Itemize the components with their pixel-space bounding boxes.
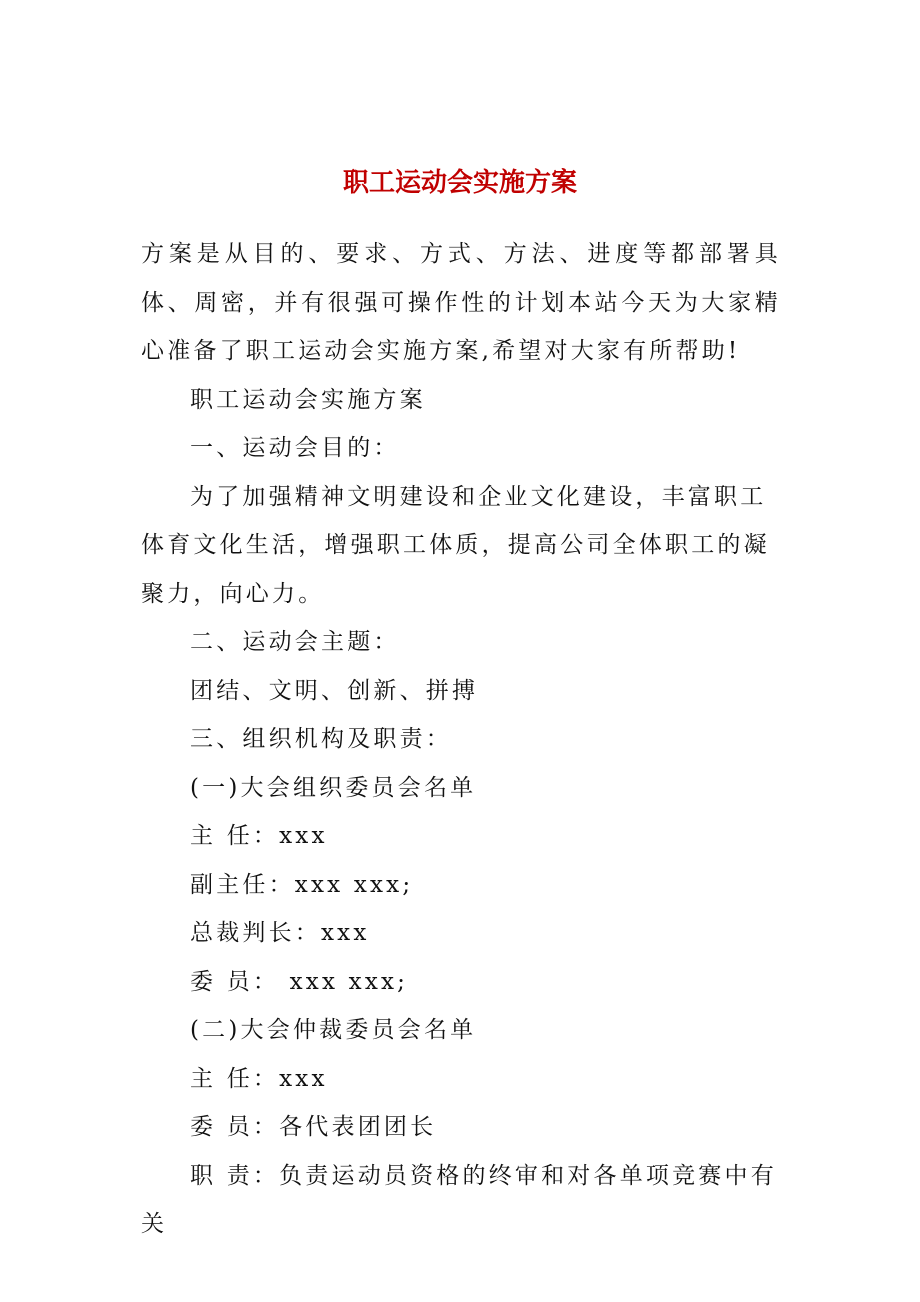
committee-director: 主 任：xxx bbox=[190, 823, 328, 849]
intro-paragraph: 方案是从目的、要求、方式、方法、进度等都部署具体、周密，并有很强可操作性的计划本站今天为大家精心准备了职工运动会实施方案,希望对大家有所帮助! bbox=[141, 241, 781, 364]
arbitration-duties: 职 责：负责运动员资格的终审和对各单项竞赛中有关 bbox=[141, 1162, 777, 1237]
arbitration-director: 主 任：xxx bbox=[190, 1065, 328, 1092]
theme-paragraph: 团结、文明、创新、拼搏 bbox=[190, 677, 479, 704]
arbitration-members: 委 员：各代表团团长 bbox=[190, 1114, 437, 1140]
subsection-organizing-committee: (一)大会组织委员会名单 bbox=[190, 774, 477, 801]
committee-members: 委 员： xxx xxx; bbox=[190, 968, 409, 995]
committee-chief-referee: 总裁判长：xxx bbox=[190, 920, 370, 946]
section-heading-organization: 三、组织机构及职责： bbox=[190, 726, 452, 752]
subsection-arbitration-committee: (二)大会仲裁委员会名单 bbox=[190, 1017, 477, 1043]
document-title: 职工运动会实施方案 bbox=[342, 168, 577, 198]
section-heading-theme: 二、运动会主题： bbox=[190, 629, 400, 655]
subtitle-paragraph: 职工运动会实施方案 bbox=[190, 386, 426, 413]
document-body bbox=[141, 230, 781, 1249]
committee-deputy-director: 副主任：xxx xxx; bbox=[190, 871, 414, 898]
purpose-paragraph: 为了加强精神文明建设和企业文化建设，丰富职工体育文化生活，增强职工体质，提高公司全体职工的凝聚力，向心力。 bbox=[141, 483, 770, 607]
section-heading-purpose: 一、运动会目的： bbox=[190, 435, 400, 461]
